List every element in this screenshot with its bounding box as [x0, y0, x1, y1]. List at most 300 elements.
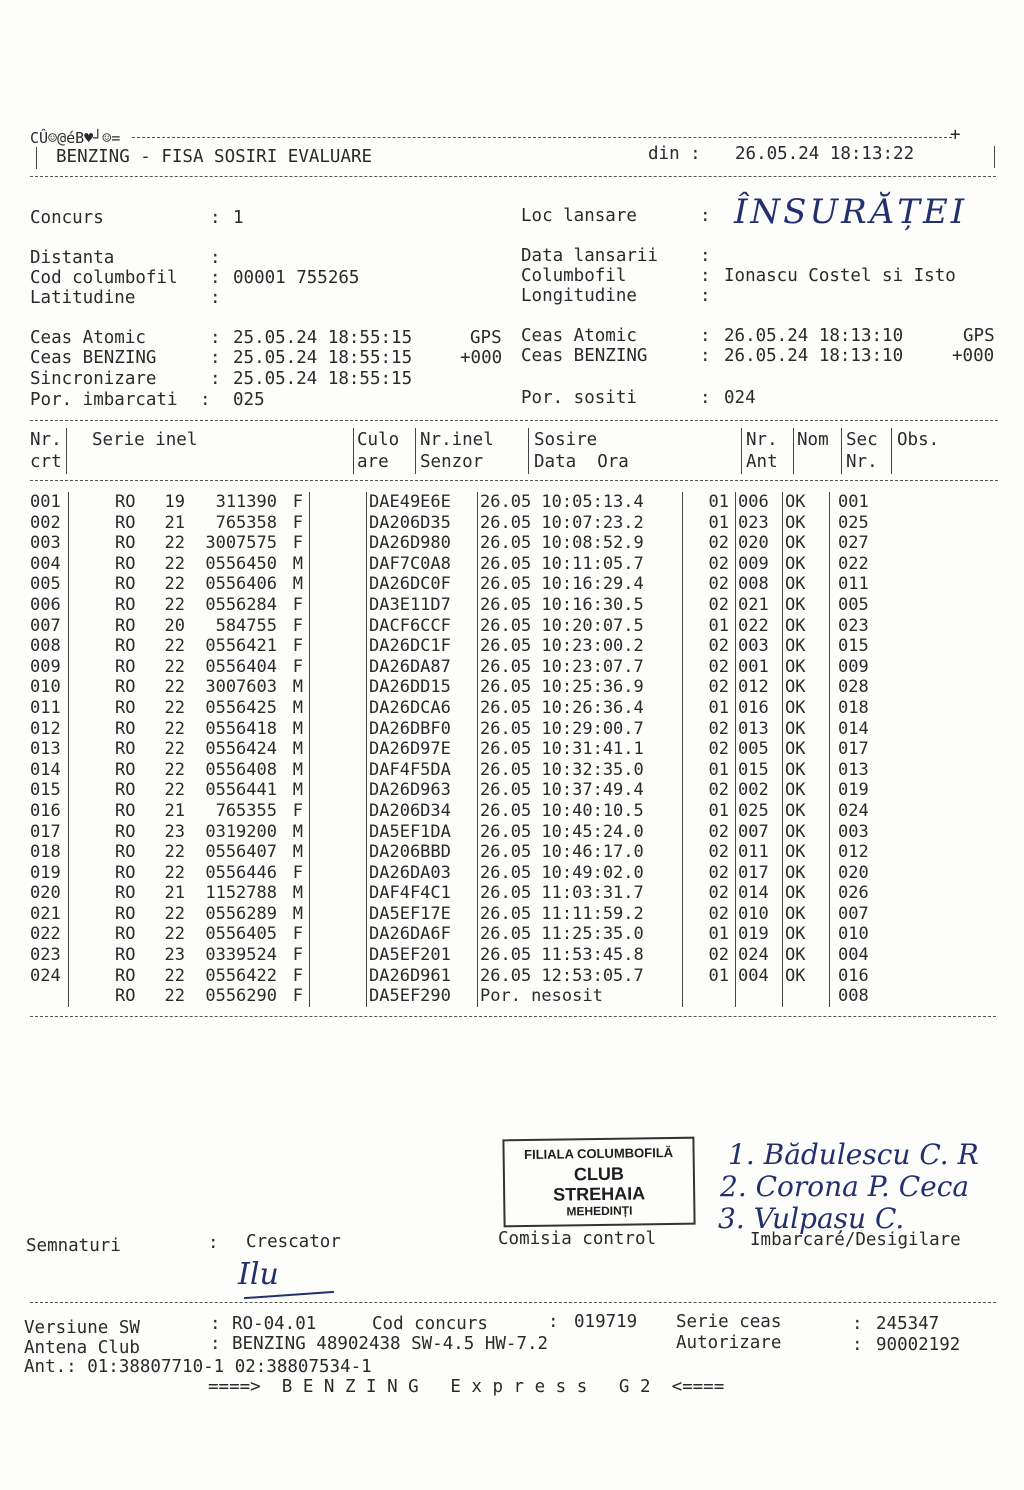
row-color [310, 863, 367, 884]
col-nrinel-1: Nr.inel [420, 430, 494, 450]
row-obs: 003 [838, 821, 869, 842]
sincronizare-label: Sincronizare [30, 369, 157, 389]
row-arrival: 26.05 10:31:41.1 [478, 739, 683, 760]
row-year: 23 [164, 821, 185, 842]
row-sensor: DA26DA87 [367, 657, 478, 678]
col-nrant-2: Ant [746, 452, 778, 472]
row-country: RO [115, 903, 136, 924]
hdr-sep-2 [353, 428, 354, 474]
table-row [28, 739, 900, 760]
row-sec: OK [783, 739, 830, 760]
table-row [28, 719, 900, 740]
row-ring-number: 0556418 [205, 718, 277, 739]
row-ring-number: 0319200 [205, 821, 277, 842]
row-obs: 022 [838, 553, 869, 574]
row-sec: OK [783, 513, 830, 534]
col-sec-1: Sec [846, 430, 878, 450]
hdr-sep-8 [891, 428, 892, 474]
row-year: 23 [164, 945, 185, 966]
row-country: RO [115, 800, 136, 821]
row-nom: 024 [736, 945, 783, 966]
row-color [310, 945, 367, 966]
row-sensor: DA26DD15 [367, 677, 478, 698]
row-sex: F [279, 636, 310, 657]
row-antenna: 02 [683, 677, 736, 698]
cod-concurs-label: Cod concurs [372, 1314, 488, 1334]
concurs-colon: : [210, 208, 221, 228]
row-year: 22 [164, 903, 185, 924]
row-nom: 003 [736, 636, 783, 657]
row-nr: 020 [28, 883, 69, 904]
table-row [28, 986, 900, 1007]
row-country: RO [115, 656, 136, 677]
row-obs: 018 [838, 697, 869, 718]
row-nom [736, 986, 783, 1007]
row-sec: OK [783, 657, 830, 678]
cod-value: 00001 755265 [233, 268, 360, 288]
row-sensor: DA26DC1F [367, 636, 478, 657]
table-bottom-rule [30, 1016, 996, 1017]
row-sec: OK [783, 801, 830, 822]
row-nr: 019 [28, 863, 69, 884]
row-sec: OK [783, 945, 830, 966]
header-din-label: din : [648, 144, 701, 164]
row-antenna: 02 [683, 883, 736, 904]
row-antenna: 02 [683, 904, 736, 925]
row-country: RO [115, 945, 136, 966]
row-arrival: 26.05 10:07:23.2 [478, 513, 683, 534]
row-sex: M [279, 677, 310, 698]
row-nom: 017 [736, 863, 783, 884]
loc-label: Loc lansare [521, 206, 637, 226]
stamp-line1: FILIALA COLUMBOFILĂ [524, 1144, 674, 1163]
versiune-colon: : [210, 1314, 221, 1334]
versiune-value: RO-04.01 [232, 1314, 317, 1334]
row-country: RO [115, 739, 136, 760]
row-country: RO [115, 759, 136, 780]
row-arrival: 26.05 10:45:24.0 [478, 822, 683, 843]
row-nom: 020 [736, 533, 783, 554]
crescator-label: Crescator [246, 1232, 341, 1252]
header-left-bar [36, 147, 37, 169]
table-top-rule [30, 420, 998, 421]
row-ring-number: 0556404 [205, 656, 277, 677]
ceas-benzing-right-offset: +000 [952, 346, 995, 366]
row-year: 22 [164, 533, 185, 554]
row-color [310, 924, 367, 945]
row-sex: M [279, 739, 310, 760]
club-stamp [502, 1137, 695, 1228]
row-color [310, 595, 367, 616]
row-sensor: DA26DA6F [367, 924, 478, 945]
autorizare-value: 90002192 [876, 1335, 961, 1355]
row-nr: 014 [28, 760, 69, 781]
antena-label: Antena Club [24, 1338, 140, 1358]
ceas-benzing-label-right: Ceas BENZING [521, 346, 648, 366]
table-row [28, 760, 900, 781]
longitudine-colon: : [700, 286, 711, 306]
row-sec: OK [783, 924, 830, 945]
row-nr: 007 [28, 616, 69, 637]
row-sec [783, 986, 830, 1007]
row-nr: 015 [28, 780, 69, 801]
row-sec: OK [783, 595, 830, 616]
hdr-sep-5 [741, 428, 742, 474]
col-nr-2: crt [30, 452, 62, 472]
antena-colon: : [210, 1334, 221, 1354]
row-arrival: 26.05 10:05:13.4 [478, 492, 683, 513]
row-year: 22 [164, 677, 185, 698]
ceas-atomic-left-value: 25.05.24 18:55:15 [233, 328, 413, 348]
semnaturi-colon: : [208, 1233, 219, 1253]
row-arrival: 26.05 10:40:10.5 [478, 801, 683, 822]
row-color [310, 966, 367, 987]
row-color [310, 986, 367, 1007]
arrivals-table [28, 492, 900, 1007]
row-ring-number: 311390 [215, 492, 277, 512]
row-ring-number: 3007603 [205, 677, 277, 698]
row-obs: 028 [838, 677, 869, 698]
concurs-value: 1 [233, 208, 244, 228]
row-obs: 005 [838, 594, 869, 615]
row-sensor: DAE49E6E [367, 492, 478, 513]
row-sex: M [279, 574, 310, 595]
col-nr-1: Nr. [30, 430, 62, 450]
imbarcati-label: Por. imbarcati [30, 390, 178, 410]
row-antenna: 01 [683, 492, 736, 513]
table-row [28, 863, 900, 884]
row-sec: OK [783, 863, 830, 884]
col-nrinel-2: Senzor [420, 452, 484, 472]
row-country: RO [115, 492, 136, 512]
row-antenna: 01 [683, 924, 736, 945]
row-nom: 006 [736, 492, 783, 513]
row-year: 22 [164, 574, 185, 595]
versiune-label: Versiune SW [24, 1318, 140, 1338]
row-arrival: 26.05 10:25:36.9 [478, 677, 683, 698]
columbofil-colon: : [700, 266, 711, 286]
table-row [28, 842, 900, 863]
row-antenna: 01 [683, 616, 736, 637]
row-nom: 023 [736, 513, 783, 534]
row-antenna: 02 [683, 657, 736, 678]
row-sec: OK [783, 698, 830, 719]
row-sex: F [279, 801, 310, 822]
ceas-atomic-label-right: Ceas Atomic [521, 326, 637, 346]
row-sec: OK [783, 554, 830, 575]
row-obs: 004 [838, 945, 869, 966]
table-row [28, 574, 900, 595]
row-obs: 014 [838, 718, 869, 739]
row-nr: 011 [28, 698, 69, 719]
row-nr: 004 [28, 554, 69, 575]
loc-colon: : [700, 206, 711, 226]
sositi-colon: : [700, 388, 711, 408]
row-obs: 012 [838, 842, 869, 863]
table-row [28, 595, 900, 616]
row-ring-number: 0556425 [205, 697, 277, 718]
row-country: RO [115, 718, 136, 739]
table-row [28, 822, 900, 843]
table-row [28, 801, 900, 822]
row-sensor: DAF7C0A8 [367, 554, 478, 575]
ceas-atomic-colon-left: : [210, 328, 221, 348]
col-sosire-2: Data Ora [534, 452, 629, 472]
row-color [310, 760, 367, 781]
row-obs: 011 [838, 574, 869, 595]
row-ring-number: 0556408 [205, 759, 277, 780]
row-color [310, 657, 367, 678]
row-arrival: 26.05 11:03:31.7 [478, 883, 683, 904]
row-year: 22 [164, 697, 185, 718]
row-ring-number: 0556422 [205, 965, 277, 986]
row-sex: F [279, 595, 310, 616]
row-sensor: DA3E11D7 [367, 595, 478, 616]
header-bottom-rule [30, 176, 996, 177]
row-sensor: DA5EF17E [367, 904, 478, 925]
row-sensor: DAF4F4C1 [367, 883, 478, 904]
row-arrival: 26.05 10:20:07.5 [478, 616, 683, 637]
row-sex: F [279, 492, 310, 513]
col-sec-2: Nr. [846, 452, 878, 472]
row-year: 22 [164, 553, 185, 574]
row-country: RO [115, 924, 136, 945]
row-nom: 013 [736, 719, 783, 740]
row-year: 21 [164, 883, 185, 904]
table-row [28, 657, 900, 678]
row-ring-number: 3007575 [205, 533, 277, 554]
row-sex: M [279, 554, 310, 575]
row-year: 21 [164, 800, 185, 821]
row-color [310, 842, 367, 863]
row-antenna [683, 986, 736, 1007]
row-year: 22 [164, 656, 185, 677]
row-year: 22 [164, 862, 185, 883]
row-year: 22 [164, 594, 185, 615]
row-arrival: 26.05 11:25:35.0 [478, 924, 683, 945]
row-sex: F [279, 533, 310, 554]
row-arrival: Por. nesosit [478, 986, 683, 1007]
row-year: 22 [164, 780, 185, 801]
row-country: RO [115, 636, 136, 657]
row-arrival: 26.05 10:23:00.2 [478, 636, 683, 657]
table-row [28, 904, 900, 925]
row-sec: OK [783, 574, 830, 595]
row-year: 22 [164, 759, 185, 780]
row-nom: 014 [736, 883, 783, 904]
table-row [28, 966, 900, 987]
row-sec: OK [783, 719, 830, 740]
row-nr: 021 [28, 904, 69, 925]
ceas-atomic-right-src: GPS [963, 326, 995, 346]
table-row [28, 780, 900, 801]
col-serie: Serie inel [92, 430, 198, 450]
row-ring-number: 1152788 [205, 883, 277, 904]
row-antenna: 01 [683, 966, 736, 987]
ceas-benzing-right-value: 26.05.24 18:13:10 [724, 346, 904, 366]
table-header-rule [30, 480, 998, 481]
header-right-bar [994, 146, 995, 168]
row-ring-number: 765355 [215, 800, 277, 821]
row-antenna: 01 [683, 513, 736, 534]
latitudine-label: Latitudine [30, 288, 136, 308]
row-ring-number: 0339524 [205, 945, 277, 966]
row-nom: 009 [736, 554, 783, 575]
row-sensor: DA26D961 [367, 966, 478, 987]
row-color [310, 739, 367, 760]
row-sensor: DA206BBD [367, 842, 478, 863]
hdr-sep-6 [793, 428, 794, 474]
loc-value-handwritten: ÎNSURĂȚEI [734, 192, 968, 232]
row-sensor: DA26DCA6 [367, 698, 478, 719]
ceas-benzing-left-value: 25.05.24 18:55:15 [233, 348, 413, 368]
row-obs: 026 [838, 883, 869, 904]
row-ring-number: 765358 [215, 512, 277, 533]
row-country: RO [115, 553, 136, 574]
row-obs: 013 [838, 759, 869, 780]
row-sex: M [279, 883, 310, 904]
row-sex: M [279, 780, 310, 801]
row-arrival: 26.05 10:49:02.0 [478, 863, 683, 884]
row-sec: OK [783, 760, 830, 781]
table-row [28, 533, 900, 554]
row-country: RO [115, 986, 136, 1007]
row-color [310, 698, 367, 719]
row-nr: 006 [28, 595, 69, 616]
row-sensor: DA5EF201 [367, 945, 478, 966]
ceas-atomic-colon-right: : [700, 326, 711, 346]
row-sec: OK [783, 636, 830, 657]
distanta-label: Distanta [30, 248, 115, 268]
row-obs: 007 [838, 903, 869, 924]
col-culo-2: are [357, 452, 389, 472]
row-country: RO [115, 512, 136, 533]
row-arrival: 26.05 10:23:07.7 [478, 657, 683, 678]
row-nr: 016 [28, 801, 69, 822]
row-nom: 011 [736, 842, 783, 863]
row-ring-number: 0556424 [205, 739, 277, 760]
row-nr: 005 [28, 574, 69, 595]
row-arrival: 26.05 10:16:29.4 [478, 574, 683, 595]
col-nrant-1: Nr. [746, 430, 778, 450]
concurs-label: Concurs [30, 208, 104, 228]
header-corner-plus: + [950, 125, 961, 145]
row-nr: 013 [28, 739, 69, 760]
row-antenna: 02 [683, 636, 736, 657]
row-obs: 008 [838, 986, 869, 1007]
row-antenna: 02 [683, 533, 736, 554]
row-sec: OK [783, 533, 830, 554]
cod-concurs-value: 019719 [574, 1312, 638, 1332]
ceas-benzing-colon-right: : [700, 346, 711, 366]
row-sex: F [279, 657, 310, 678]
row-arrival: 26.05 11:53:45.8 [478, 945, 683, 966]
row-obs: 027 [838, 533, 869, 554]
sincronizare-colon: : [210, 369, 221, 389]
antena-value: BENZING 48902438 SW-4.5 HW-7.2 [232, 1334, 549, 1354]
signature-underline [244, 1291, 334, 1299]
row-nom: 012 [736, 677, 783, 698]
row-obs: 019 [838, 780, 869, 801]
row-sensor: DA26DA03 [367, 863, 478, 884]
col-obs: Obs. [897, 430, 940, 450]
row-antenna: 02 [683, 574, 736, 595]
data-lansarii-label: Data lansarii [521, 246, 658, 266]
row-country: RO [115, 862, 136, 883]
semnaturi-label: Semnaturi [26, 1236, 121, 1256]
comisia-label: Comisia control [498, 1229, 657, 1249]
row-sex: F [279, 924, 310, 945]
ceas-benzing-label-left: Ceas BENZING [30, 348, 157, 368]
row-sensor: DA26D980 [367, 533, 478, 554]
hdr-sep-4 [528, 428, 529, 474]
cod-label: Cod columbofil [30, 268, 178, 288]
row-antenna: 02 [683, 719, 736, 740]
row-nr: 022 [28, 924, 69, 945]
ceas-atomic-label-left: Ceas Atomic [30, 328, 146, 348]
row-year: 22 [164, 636, 185, 657]
row-color [310, 904, 367, 925]
row-nom: 019 [736, 924, 783, 945]
row-arrival: 26.05 10:08:52.9 [478, 533, 683, 554]
row-color [310, 822, 367, 843]
row-country: RO [115, 677, 136, 698]
row-country: RO [115, 965, 136, 986]
header-top-rule [132, 137, 952, 138]
row-ring-number: 584755 [215, 615, 277, 636]
table-row [28, 677, 900, 698]
row-year: 22 [164, 965, 185, 986]
row-sex: M [279, 719, 310, 740]
row-antenna: 02 [683, 554, 736, 575]
row-nr: 002 [28, 513, 69, 534]
stamp-line4: MEHEDINȚI [566, 1203, 633, 1219]
ceas-benzing-colon-left: : [210, 348, 221, 368]
row-nr: 008 [28, 636, 69, 657]
crescator-signature: Ilu [238, 1257, 279, 1292]
row-sensor: DA26D963 [367, 780, 478, 801]
row-antenna: 02 [683, 780, 736, 801]
sincronizare-value: 25.05.24 18:55:15 [233, 369, 413, 389]
row-nom: 022 [736, 616, 783, 637]
imbarcare-label: Imbarcare/Desigilare [750, 1230, 961, 1250]
row-ring-number: 0556289 [205, 903, 277, 924]
row-country: RO [115, 697, 136, 718]
row-ring-number: 0556290 [205, 986, 277, 1007]
row-country: RO [115, 883, 136, 904]
row-arrival: 26.05 10:29:00.7 [478, 719, 683, 740]
autorizare-label: Autorizare [676, 1333, 782, 1353]
row-color [310, 677, 367, 698]
row-arrival: 26.05 10:16:30.5 [478, 595, 683, 616]
row-obs: 025 [838, 512, 869, 533]
row-nr: 009 [28, 657, 69, 678]
row-antenna: 02 [683, 945, 736, 966]
imbarcati-colon: : [200, 390, 211, 410]
longitudine-label: Longitudine [521, 286, 637, 306]
row-color [310, 616, 367, 637]
col-sosire-1: Sosire [534, 430, 598, 450]
row-sec: OK [783, 883, 830, 904]
row-sex: F [279, 966, 310, 987]
row-color [310, 533, 367, 554]
row-nr: 012 [28, 719, 69, 740]
serie-ceas-colon: : [852, 1314, 863, 1334]
columbofil-label: Columbofil [521, 266, 627, 286]
row-nr [28, 986, 69, 1007]
handwritten-signature-3: 3. Vulpașu C. [718, 1202, 905, 1235]
row-sensor: DA206D34 [367, 801, 478, 822]
